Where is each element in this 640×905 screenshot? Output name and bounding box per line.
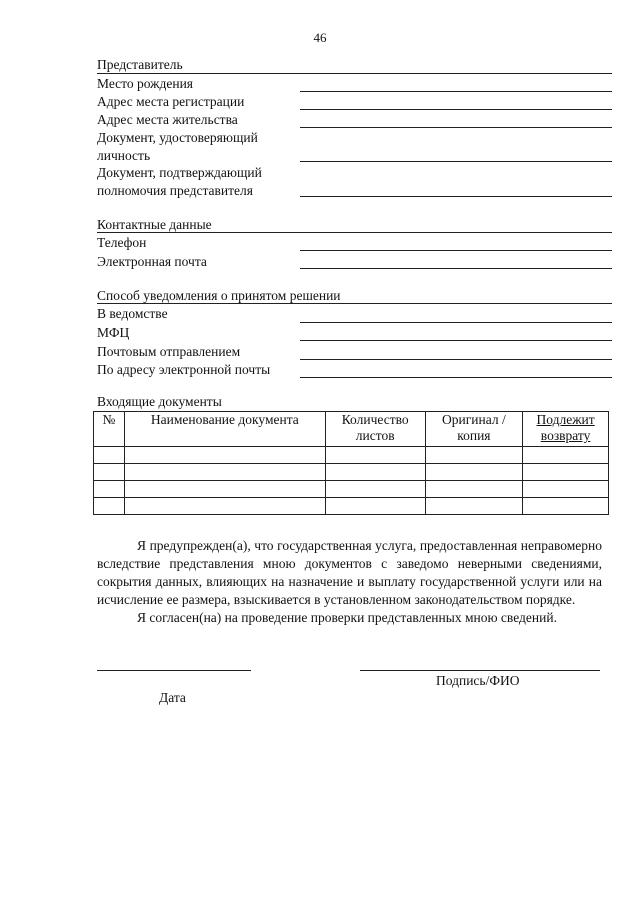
- table-cell[interactable]: [523, 498, 609, 515]
- signature-line[interactable]: [360, 670, 600, 671]
- table-cell[interactable]: [325, 464, 425, 481]
- email-label: Электронная почта: [97, 254, 207, 269]
- date-line[interactable]: [97, 670, 251, 671]
- table-cell[interactable]: [325, 481, 425, 498]
- declaration: [97, 537, 602, 627]
- authority-document-field[interactable]: [300, 196, 612, 197]
- table-cell[interactable]: [523, 464, 609, 481]
- representative-heading-rule: [97, 73, 612, 74]
- notify-mfc-label: МФЦ: [97, 325, 130, 340]
- residence-address-label: Адрес места жительства: [97, 112, 238, 127]
- notify-post-label: Почтовым отправлением: [97, 344, 241, 359]
- notification-heading: Способ уведомления о принятом решении: [97, 288, 341, 303]
- registration-address-label: Адрес места регистрации: [97, 94, 245, 109]
- table-header-row: [94, 412, 609, 447]
- table-row: [94, 447, 609, 464]
- identity-document-label: Документ, удостоверяющий: [97, 130, 258, 145]
- birthplace-label: Место рождения: [97, 76, 194, 91]
- warning-paragraph: Я предупрежден(а), что государственная услуга, предоставленная неправомерно вследствие представления мною документов с заведомо неверными сведениями, сокрытия данных, влияющих на назначение и выплату государственной услуги или на исчисление ее размера, взыскивается в установленном законодательством порядке.: [97, 538, 602, 607]
- table-cell[interactable]: [425, 498, 523, 515]
- column-number: №: [94, 412, 125, 447]
- notify-department-label: В ведомстве: [97, 306, 168, 321]
- table-cell[interactable]: [523, 447, 609, 464]
- table-cell[interactable]: [425, 447, 523, 464]
- table-row: [94, 464, 609, 481]
- table-cell[interactable]: [124, 481, 325, 498]
- signature-label: Подпись/ФИО: [436, 673, 520, 688]
- table-cell[interactable]: [124, 464, 325, 481]
- column-sheet-count: Количество листов: [325, 412, 425, 447]
- phone-label: Телефон: [97, 235, 147, 250]
- documents-table: [93, 411, 609, 515]
- notify-email-field[interactable]: [300, 377, 612, 378]
- authority-document-label-line2: полномочия представителя: [97, 183, 253, 198]
- phone-field[interactable]: [300, 250, 612, 251]
- birthplace-field[interactable]: [300, 91, 612, 92]
- page-number: 46: [313, 30, 327, 45]
- notify-post-field[interactable]: [300, 359, 612, 360]
- notify-mfc-field[interactable]: [300, 340, 612, 341]
- registration-address-field[interactable]: [300, 109, 612, 110]
- email-field[interactable]: [300, 268, 612, 269]
- consent-paragraph: Я согласен(на) на проведение проверки представленных мною сведений.: [137, 610, 557, 625]
- table-row: [94, 481, 609, 498]
- notify-department-field[interactable]: [300, 322, 612, 323]
- notification-heading-rule: [97, 303, 612, 304]
- contacts-heading: Контактные данные: [97, 217, 212, 232]
- table-cell[interactable]: [124, 447, 325, 464]
- table-cell[interactable]: [523, 481, 609, 498]
- column-document-name: Наименование документа: [124, 412, 325, 447]
- date-label: Дата: [159, 690, 186, 705]
- table-cell[interactable]: [124, 498, 325, 515]
- table-row: [94, 498, 609, 515]
- table-cell[interactable]: [94, 498, 125, 515]
- documents-heading: Входящие документы: [97, 394, 222, 409]
- authority-document-label: Документ, подтверждающий: [97, 165, 262, 180]
- table-cell[interactable]: [425, 481, 523, 498]
- table-cell[interactable]: [94, 481, 125, 498]
- table-cell[interactable]: [425, 464, 523, 481]
- table-cell[interactable]: [94, 464, 125, 481]
- table-cell[interactable]: [94, 447, 125, 464]
- column-return: Подлежит возврату: [523, 412, 609, 447]
- table-cell[interactable]: [325, 498, 425, 515]
- table-cell[interactable]: [325, 447, 425, 464]
- representative-heading: Представитель: [97, 57, 183, 72]
- identity-document-label-line2: личность: [97, 148, 151, 163]
- column-original-copy: Оригинал /копия: [425, 412, 523, 447]
- contacts-heading-rule: [97, 232, 612, 233]
- notify-email-label: По адресу электронной почты: [97, 362, 271, 377]
- identity-document-field[interactable]: [300, 161, 612, 162]
- residence-address-field[interactable]: [300, 127, 612, 128]
